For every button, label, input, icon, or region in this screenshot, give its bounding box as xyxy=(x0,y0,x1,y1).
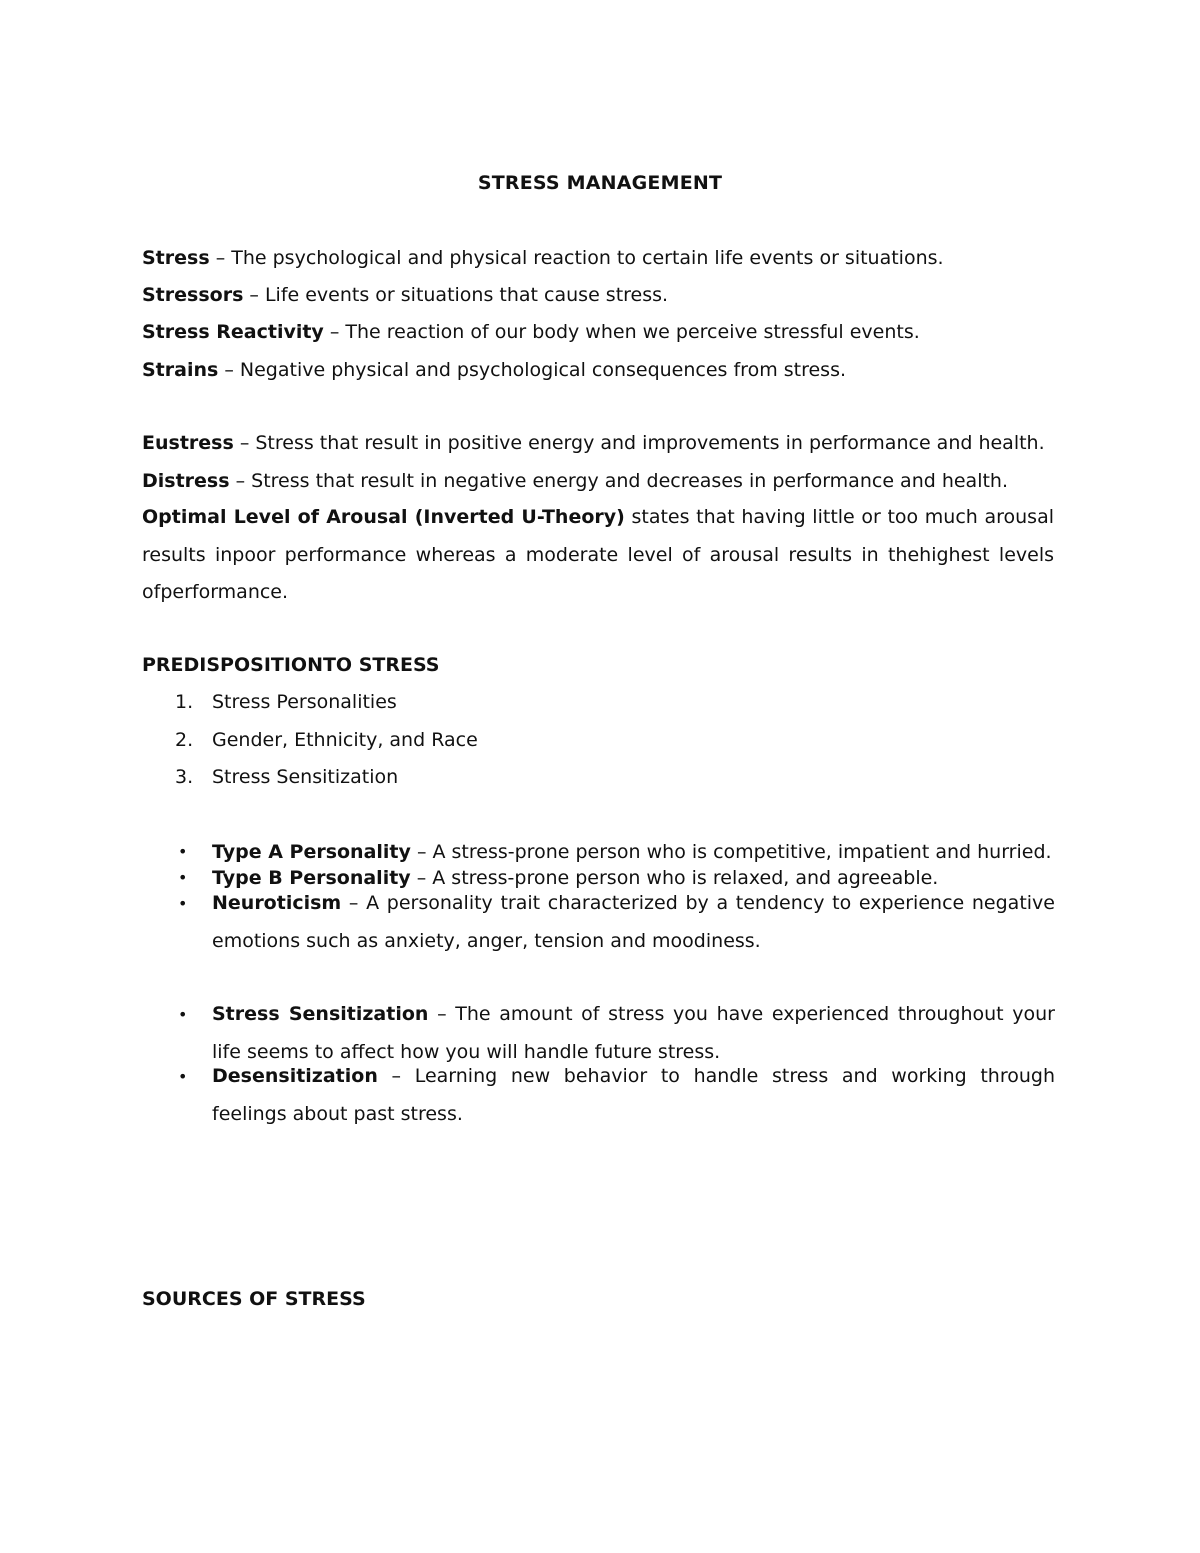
definition-term: Stress xyxy=(142,247,210,269)
section-heading-sources: SOURCES OF STRESS xyxy=(142,1288,366,1310)
bullet-item-neuroticism xyxy=(212,885,1055,960)
bullet-term: Stress Sensitization xyxy=(212,1003,429,1025)
definition-term: Eustress xyxy=(142,432,234,454)
bullet-term: Desensitization xyxy=(212,1065,378,1087)
bullet-text: – Learning new behavior to handle stress and working through feelings about past stress. xyxy=(212,1065,1055,1125)
bullet-text: – A stress-prone person who is competitive, impatient and hurried. xyxy=(410,841,1052,863)
definition-term: Stressors xyxy=(142,284,244,306)
definition-term: Distress xyxy=(142,470,230,492)
list-number: 3. xyxy=(175,766,194,788)
definition-distress xyxy=(142,469,1008,493)
definition-text: – Stress that result in negative energy and decreases in performance and health. xyxy=(229,470,1009,492)
bullet-term: Type A Personality xyxy=(212,841,411,863)
bullet-icon: • xyxy=(178,894,188,913)
bullet-icon: • xyxy=(178,1067,188,1086)
numbered-list-item xyxy=(175,729,478,751)
definition-strains xyxy=(142,358,846,382)
definition-term: Strains xyxy=(142,359,219,381)
definition-stressors xyxy=(142,283,668,307)
bullet-text: – The amount of stress you have experienced throughout your life seems to affect how you will handle future stress. xyxy=(212,1003,1055,1063)
bullet-icon: • xyxy=(178,1005,188,1024)
page-title: STRESS MANAGEMENT xyxy=(477,172,723,194)
bullet-text: – A personality trait characterized by a tendency to experience negative emotions such as anxiety, anger, tension and moodiness. xyxy=(212,892,1055,952)
list-item-label: Stress Personalities xyxy=(212,691,397,713)
bullet-item-desensitization xyxy=(212,1058,1055,1133)
numbered-list-item xyxy=(175,766,398,788)
list-item-label: Stress Sensitization xyxy=(212,766,399,788)
list-number: 2. xyxy=(175,729,194,751)
definition-text: – Negative physical and psychological consequences from stress. xyxy=(218,359,847,381)
definition-text: states that having little or too much arousal results inpoor performance whereas a moderate level of arousal results in thehighest levels ofperformance. xyxy=(142,506,1054,603)
definition-text: – Life events or situations that cause stress. xyxy=(243,284,669,306)
definition-term: Stress Reactivity xyxy=(142,321,324,343)
definition-stress xyxy=(142,246,944,270)
definition-text: – The reaction of our body when we perceive stressful events. xyxy=(323,321,920,343)
numbered-list-item xyxy=(175,691,397,713)
definition-optimal-arousal xyxy=(142,499,1054,612)
bullet-term: Type B Personality xyxy=(212,867,411,889)
list-item-label: Gender, Ethnicity, and Race xyxy=(212,729,478,751)
bullet-term: Neuroticism xyxy=(212,892,342,914)
bullet-text: – A stress-prone person who is relaxed, and agreeable. xyxy=(410,867,939,889)
definition-text: – Stress that result in positive energy and improvements in performance and health. xyxy=(233,432,1045,454)
list-number: 1. xyxy=(175,691,194,713)
bullet-item-type-a xyxy=(212,841,1052,863)
bullet-icon: • xyxy=(178,868,188,887)
definition-text: – The psychological and physical reaction to certain life events or situations. xyxy=(209,247,944,269)
bullet-icon: • xyxy=(178,842,188,861)
definition-stress-reactivity xyxy=(142,320,920,344)
section-heading-predisposition: PREDISPOSITIONTO STRESS xyxy=(142,654,440,676)
definition-term: Optimal Level of Arousal (Inverted U-Theory) xyxy=(142,506,625,528)
definition-eustress xyxy=(142,431,1045,455)
